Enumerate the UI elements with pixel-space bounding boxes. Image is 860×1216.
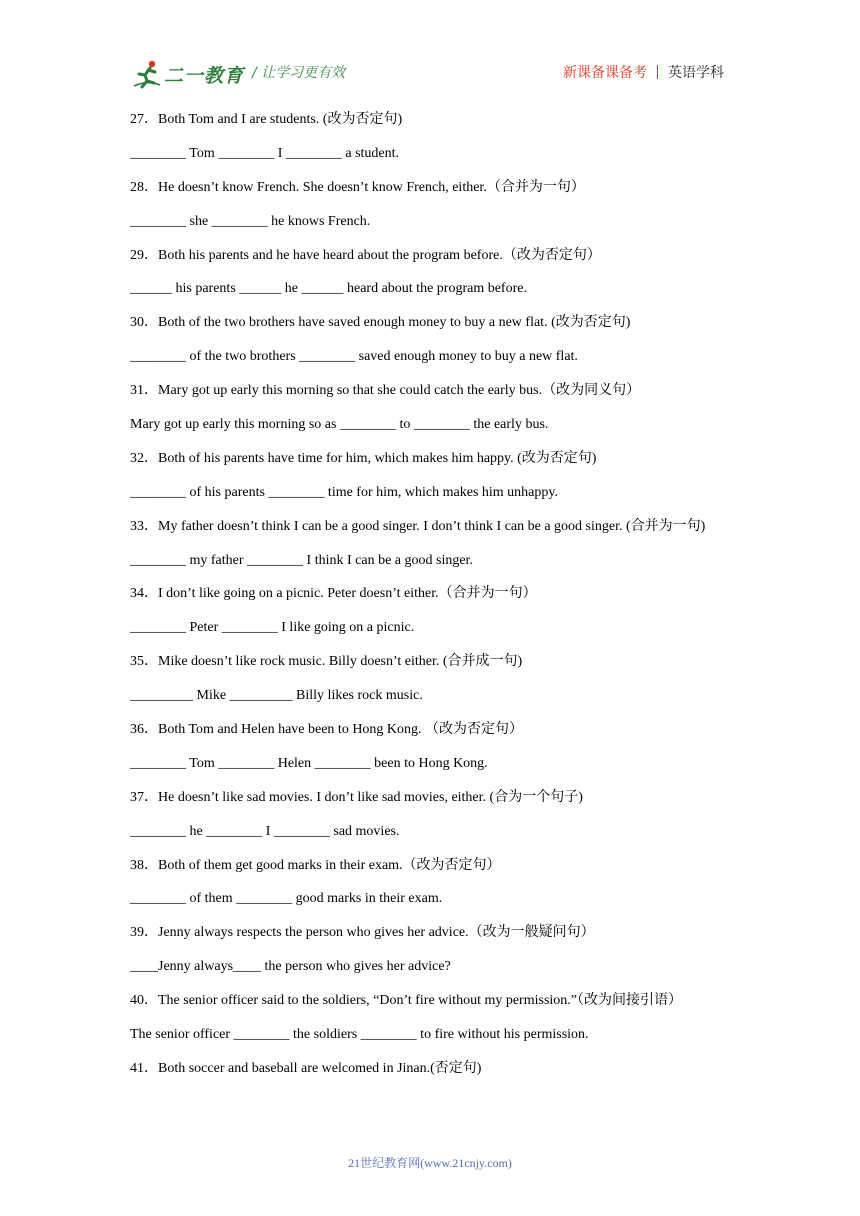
answer-39: ____Jenny always____ the person who gives her advice?: [130, 959, 451, 975]
answer-30: ________ of the two brothers ________ saved enough money to buy a new flat.: [130, 349, 578, 365]
question-33: 33．My father doesn’t think I can be a good singer. I don’t think I can be a good singer. (合并为一句): [130, 518, 706, 534]
answer-36: ________ Tom ________ Helen ________ been to Hong Kong.: [130, 755, 488, 771]
question-39: 39．Jenny always respects the person who gives her advice.（改为一般疑问句）: [130, 925, 595, 941]
answer-29: ______ his parents ______ he ______ heard about the program before.: [130, 281, 527, 297]
header-right: [563, 62, 724, 82]
question-31: 31．Mary got up early this morning so that she could catch the early bus.（改为同义句）: [130, 383, 641, 399]
question-38: 38．Both of them get good marks in their exam.（改为否定句）: [130, 857, 501, 873]
question-36: 36．Both Tom and Helen have been to Hong Kong. （改为否定句）: [130, 722, 524, 738]
logo-text: 二一教育: [164, 64, 245, 87]
answer-35: _________ Mike _________ Billy likes rock music.: [130, 688, 423, 704]
runner-logo-icon: [132, 59, 162, 89]
answer-32: ________ of his parents ________ time for him, which makes him unhappy.: [130, 484, 558, 500]
header-divider: [657, 65, 658, 79]
answer-40: The senior officer ________ the soldiers ________ to fire without his permission.: [130, 1027, 589, 1043]
page-footer: 21世纪教育网(www.21cnjy.com): [348, 1156, 512, 1170]
answer-37: ________ he ________ I ________ sad movies.: [130, 823, 400, 839]
page-header: [0, 0, 860, 100]
question-32: 32．Both of his parents have time for him, which makes him happy. (改为否定句): [130, 450, 597, 466]
question-37: 37．He doesn’t like sad movies. I don’t like sad movies, either. (合为一个句子): [130, 789, 583, 805]
logo: [132, 56, 244, 92]
question-27: 27．Both Tom and I are students. (改为否定句): [130, 112, 403, 127]
header-label: 新课备课备考: [563, 65, 647, 81]
answer-27: ________ Tom ________ I ________ a student.: [130, 145, 400, 161]
question-34: 34．I don’t like going on a picnic. Peter doesn’t either.（合并为一句）: [130, 586, 537, 602]
answer-31: Mary got up early this morning so as ________ to ________ the early bus.: [130, 417, 549, 433]
question-30: 30．Both of the two brothers have saved enough money to buy a new flat. (改为否定句): [130, 315, 631, 331]
answer-33: ________ my father ________ I think I can be a good singer.: [130, 552, 473, 568]
answer-38: ________ of them ________ good marks in their exam.: [130, 891, 443, 907]
slogan: / 让学习更有效: [252, 65, 346, 81]
subject-label: 英语学科: [668, 65, 724, 81]
question-29: 29．Both his parents and he have heard about the program before.（改为否定句）: [130, 247, 601, 263]
question-40: 40．The senior officer said to the soldiers, “Don’t fire without my permission.”（改为间接引语）: [130, 993, 683, 1009]
question-35: 35．Mike doesn’t like rock music. Billy doesn’t either. (合并成一句): [130, 654, 523, 670]
question-41: 41．Both soccer and baseball are welcomed in Jinan.(否定句): [130, 1060, 482, 1076]
question-28: 28．He doesn’t know French. She doesn’t know French, either.（合并为一句）: [130, 179, 585, 195]
answer-28: ________ she ________ he knows French.: [130, 213, 371, 229]
exercise-content: [130, 110, 736, 1093]
answer-34: ________ Peter ________ I like going on a picnic.: [130, 620, 415, 636]
